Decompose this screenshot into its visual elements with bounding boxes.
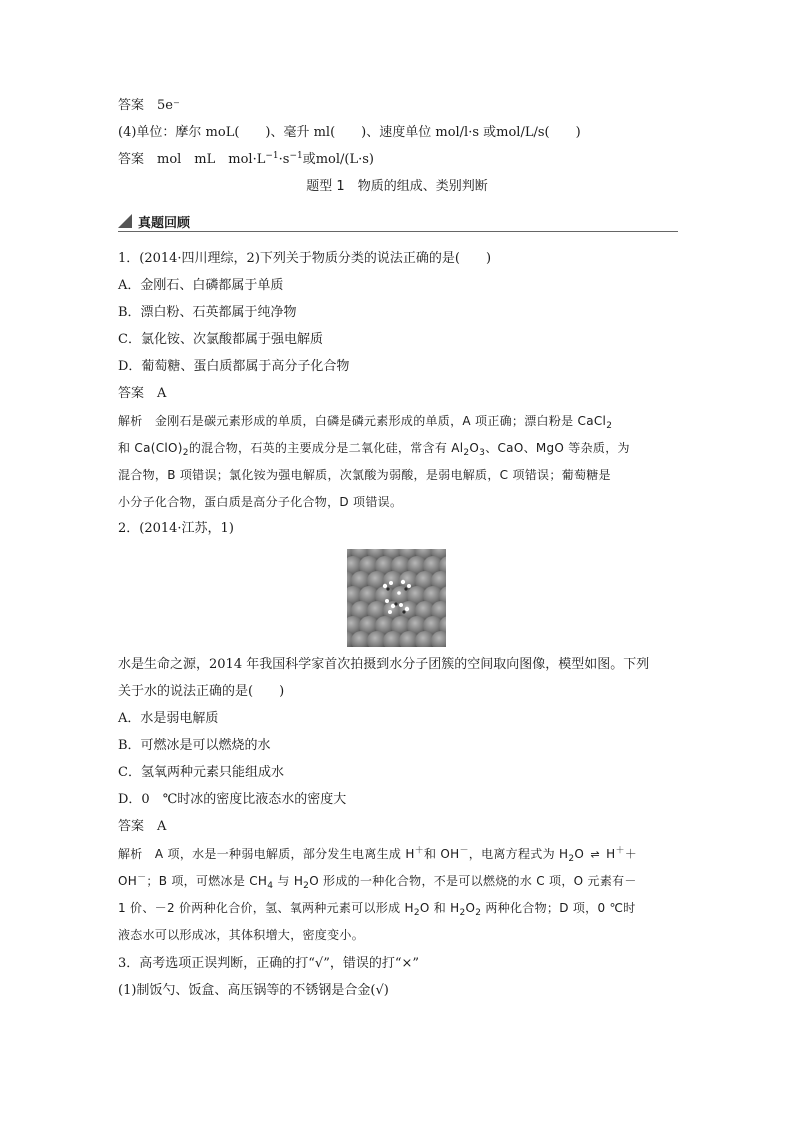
- answer-units-a: 答案 mol mL mol·L: [118, 152, 266, 167]
- unit-question-line: (4)单位：摩尔 moL( )、毫升 ml( )、速度单位 mol/l·s 或mol/L/s( ): [118, 125, 581, 140]
- question-2-option-d: D．0 ℃时冰的密度比液态水的密度大: [118, 792, 347, 807]
- question-3-item-1: (1)制饭勺、饭盒、高压锅等的不锈钢是合金(√): [118, 983, 389, 998]
- answer-units-c: 或mol/(L·s): [302, 152, 375, 167]
- question-1-option-a: A．金刚石、白磷都属于单质: [118, 278, 284, 293]
- question-1-explanation-4: 小分子化合物，蛋白质是高分子化合物，D 项错误。: [118, 495, 403, 509]
- reversible-arrow-icon: ⇌: [590, 848, 600, 861]
- question-2-explanation-3: 1 价、－2 价两种化合价，氢、氧两种元素可以形成 $H_2O$ 和 $H_2O_2$ 两种化合物；D 项，0 ℃时: [118, 901, 636, 918]
- question-2-answer: 答案 A: [118, 819, 167, 834]
- question-2-option-c: C．氢氧两种元素只能组成水: [118, 765, 284, 780]
- question-2-explanation-1: 解析 A 项，水是一种弱电解质，部分发生电离生成 H＋和 OH－，电离方程式为 $H_2O$ ⇌ H＋＋: [118, 846, 638, 864]
- answer-line-units: 答案 mol mL $mol\cdot L^{-1}\cdot s^{-1}$或mol/(L·s): [118, 151, 375, 167]
- question-1-option-b: B．漂白粉、石英都属于纯净物: [118, 305, 297, 320]
- question-1-answer: 答案 A: [118, 386, 167, 401]
- water-cluster-image: [347, 549, 446, 647]
- heading-rule: [118, 231, 678, 232]
- question-1-option-d: D．葡萄糖、蛋白质都属于高分子化合物: [118, 359, 350, 374]
- review-heading-bar: [118, 212, 678, 232]
- question-1-explanation-2: 和 $Ca(ClO)_2$的混合物，石英的主要成分是二氧化硅，常含有 $Al_2O_3$、CaO、MgO 等杂质，为: [118, 441, 630, 458]
- question-2-option-a: A．水是弱电解质: [118, 711, 219, 726]
- question-2-explanation-2: OH－；B 项，可燃冰是 $CH_4$ 与 $H_2O$ 形成的一种化合物，不是可以燃烧的水 C 项，O 元素有－: [118, 873, 637, 891]
- question-1-option-c: C．氯化铵、次氯酸都属于强电解质: [118, 332, 323, 347]
- question-2-stem-1: 水是生命之源，2014 年我国科学家首次拍摄到水分子团簇的空间取向图像，模型如图。下列: [118, 657, 650, 672]
- answer-units-b: ·s: [278, 152, 290, 167]
- review-heading: 真题回顾: [138, 216, 191, 231]
- answer-line-1: 答案 5e⁻: [118, 98, 180, 113]
- heading-triangle-icon: [118, 214, 132, 228]
- question-2-stem-2: 关于水的说法正确的是( ): [118, 684, 285, 699]
- section-title: 题型 1 物质的组成、类别判断: [306, 179, 488, 194]
- question-3: 3．高考选项正误判断，正确的打“√”，错误的打“×”: [118, 956, 420, 971]
- question-1: 1．(2014·四川理综，2)下列关于物质分类的说法正确的是( ): [118, 251, 492, 266]
- question-2: 2．(2014·江苏，1): [118, 521, 234, 536]
- question-1-explanation-1: 解析 金刚石是碳元素形成的单质，白磷是磷元素形成的单质，A 项正确；漂白粉是 CaCl$_2$: [118, 414, 613, 431]
- question-2-option-b: B．可燃冰是可以燃烧的水: [118, 738, 271, 753]
- question-2-explanation-4: 液态水可以形成冰，其体积增大，密度变小。: [118, 928, 365, 942]
- question-1-explanation-3: 混合物，B 项错误；氯化铵为强电解质，次氯酸为弱酸，是弱电解质，C 项错误；葡萄糖是: [118, 468, 611, 482]
